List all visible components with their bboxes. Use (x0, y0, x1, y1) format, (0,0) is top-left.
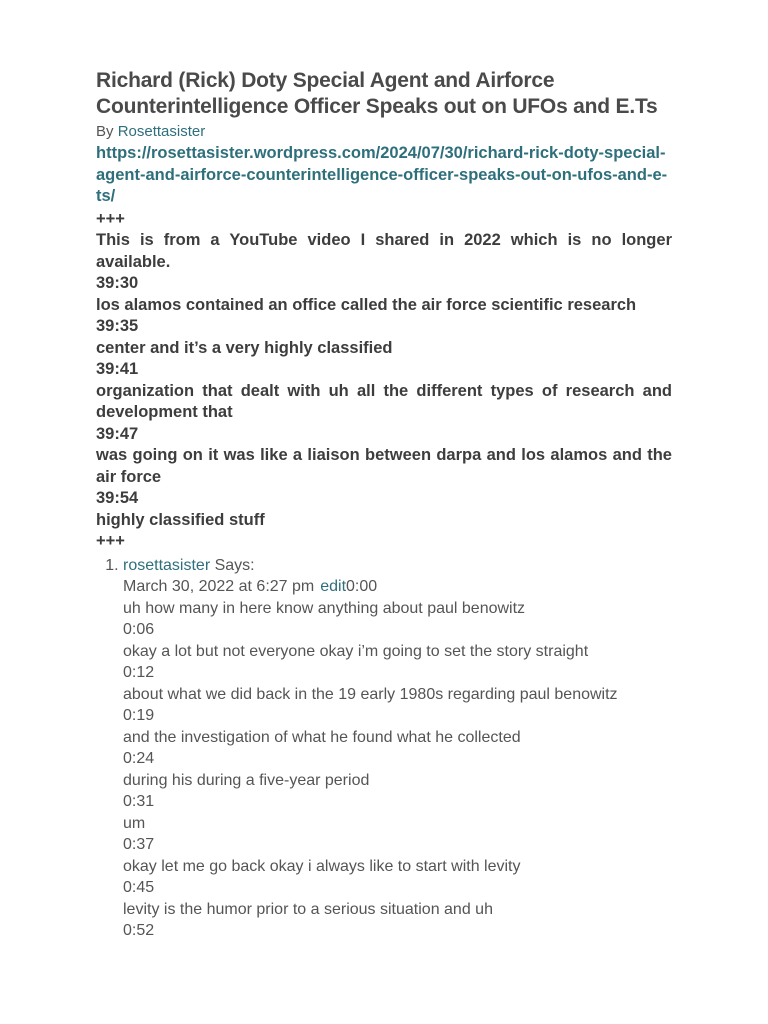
comment-line: okay let me go back okay i always like to start with levity (123, 857, 521, 875)
by-label: By (96, 123, 114, 140)
transcript-line: +++ (96, 532, 125, 550)
author-link[interactable]: Rosettasister (117, 123, 206, 140)
transcript-line: was going on it was like a liaison between darpa and los alamos and the air force (96, 446, 672, 486)
post-title: Richard (Rick) Doty Special Agent and Airforce Counterintelligence Officer Speaks out on UFOs and E.Ts (96, 69, 658, 118)
comment-author-link[interactable]: rosettasister (123, 556, 211, 574)
comment-timestamp: 0:31 (123, 793, 155, 810)
transcript-line: highly classified stuff (96, 510, 265, 529)
transcript-timestamp: 39:54 (96, 489, 139, 507)
comment-header (123, 555, 672, 577)
transcript-timestamp: 39:30 (96, 274, 139, 292)
comment-timestamp: 0:45 (123, 879, 155, 896)
transcript-timestamp: 39:47 (96, 424, 139, 443)
transcript-timestamp: 39:41 (96, 360, 139, 378)
transcript-timestamp: 39:35 (96, 317, 139, 335)
post-url-link[interactable]: https://rosettasister.wordpress.com/2024/07/30/richard-rick-doty-special-agent-and-airforce-counterintelligence-officer-speaks-out-on-ufos-and-e-ts/ (96, 144, 668, 205)
transcript-line: center and it’s a very highly classified (96, 338, 393, 357)
comment-body (123, 598, 672, 942)
comment-timestamp: 0:19 (123, 707, 155, 724)
transcript-line: +++ (96, 209, 125, 228)
comment-line: uh how many in here know anything about paul benowitz (123, 599, 526, 617)
comment-date[interactable]: March 30, 2022 at 6:27 pm (123, 578, 315, 595)
comment-timestamp: 0:00 (346, 578, 378, 595)
comment-line: during his during a five-year period (123, 771, 370, 789)
comment-line: about what we did back in the 19 early 1980s regarding paul benowitz (123, 685, 618, 703)
comment-edit-link[interactable]: edit (320, 578, 347, 595)
transcript-line: los alamos contained an office called the air force scientific research (96, 295, 637, 314)
comment-line: okay a lot but not everyone okay i’m going to set the story straight (123, 642, 589, 660)
comment-meta (123, 576, 672, 598)
comment-line: levity is the humor prior to a serious situation and uh (123, 900, 493, 918)
transcript-line: This is from a YouTube video I shared in 2022 which is no longer available. (96, 231, 672, 271)
post-article (96, 68, 672, 942)
comment-timestamp: 0:24 (123, 750, 155, 767)
comment-timestamp: 0:12 (123, 664, 155, 681)
comment-timestamp: 0:52 (123, 922, 155, 939)
comment-line: and the investigation of what he found what he collected (123, 728, 521, 746)
comment-line: um (123, 814, 146, 832)
byline (96, 122, 672, 142)
comment-item (123, 555, 672, 942)
comment-list (96, 555, 672, 942)
transcript (96, 209, 672, 553)
comment-timestamp: 0:37 (123, 836, 155, 853)
transcript-line: organization that dealt with uh all the different types of research and development that (96, 381, 672, 421)
comment-timestamp: 0:06 (123, 621, 155, 638)
comment-says: Says: (214, 556, 255, 574)
